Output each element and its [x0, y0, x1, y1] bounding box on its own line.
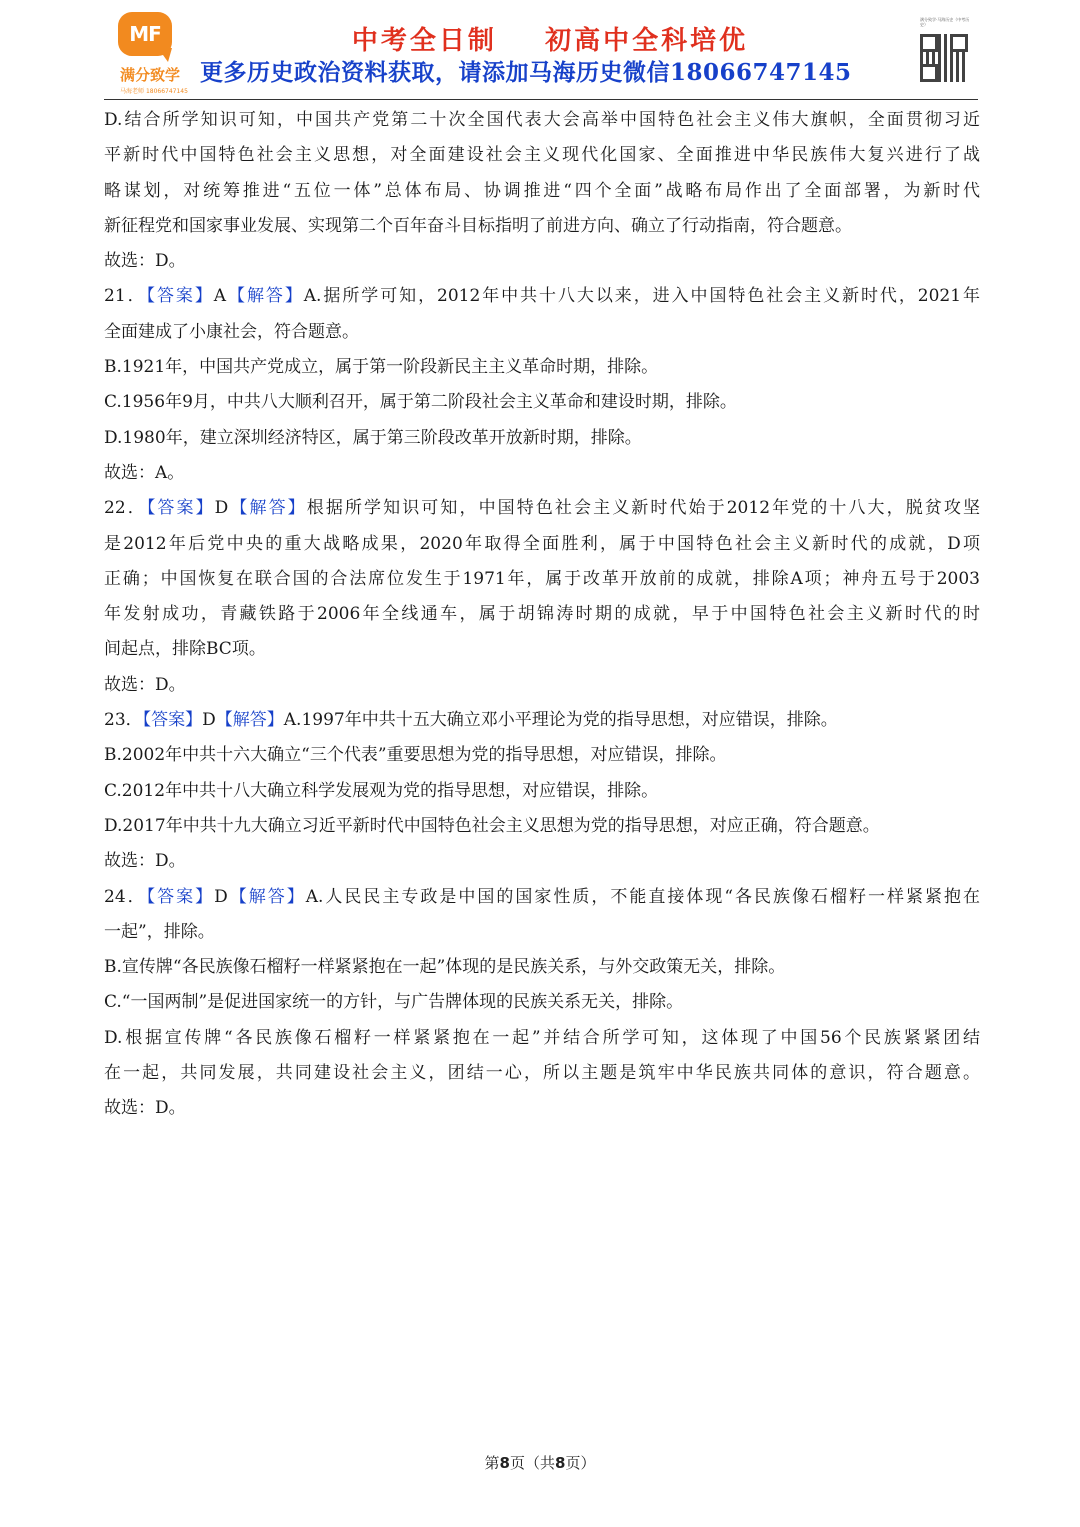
- text-line: [104, 174, 980, 209]
- answer-choice: D: [214, 886, 228, 907]
- banner-slogan: 中考全日制 初高中全科培优: [351, 26, 749, 56]
- logo-mark: MF: [118, 12, 172, 56]
- text-line: [104, 138, 980, 173]
- line-text: 全面建成了小康社会，符合题意。: [104, 321, 359, 342]
- line-text: 根据所学知识可知，中国特色社会主义新时代始于2012年党的十八大，脱贫攻坚: [306, 498, 980, 519]
- text-line: [104, 562, 980, 597]
- solution-tag: 【解答】: [215, 710, 284, 731]
- solution-tag: 【解答】: [226, 286, 304, 307]
- line-text: C.1956年9月，中共八大顺利召开，属于第二阶段社会主义革命和建设时期，排除。: [104, 392, 737, 413]
- line-text: 年发射成功，青藏铁路于2006年全线通车，属于胡锦涛时期的成就，早于中国特色社会主义新时代的时: [104, 604, 980, 625]
- logo-contact: 马海老师 18066747145: [120, 88, 188, 95]
- question-number: 24．: [104, 886, 147, 907]
- text-line: [104, 279, 980, 314]
- line-text: 故选：A。: [104, 462, 185, 483]
- page-total: 8: [555, 1454, 566, 1472]
- text-line: [104, 809, 980, 844]
- answer-tag: 【答案】: [142, 710, 203, 731]
- header-divider: [104, 99, 978, 100]
- line-text: D.根据宣传牌“各民族像石榴籽一样紧紧抱在一起”并结合所学可知，这体现了中国56个民族紧紧团结: [104, 1027, 980, 1048]
- line-text: A.据所学可知，2012年中共十八大以来，进入中国特色社会主义新时代，2021年: [303, 286, 981, 307]
- answer-tag: 【答案】: [146, 886, 215, 907]
- text-line: [104, 103, 980, 138]
- question-number: 22．: [104, 498, 147, 519]
- line-text: 一起”，排除。: [104, 921, 215, 942]
- text-line: [104, 738, 980, 773]
- line-text: D.结合所学知识可知，中国共产党第二十次全国代表大会高举中国特色社会主义伟大旗帜，全面贯彻习近: [104, 110, 980, 130]
- qr-finder: [950, 34, 968, 52]
- question-number: 23．: [104, 710, 143, 731]
- banner-contact: 更多历史政治资料获取，请添加马海历史微信18066747145: [200, 59, 852, 86]
- text-line: [104, 315, 980, 350]
- line-text: 是2012年后党中央的重大战略成果，2020年取得全面胜利，属于中国特色社会主义新时代的成就，D项: [104, 533, 980, 554]
- answer-choice: A: [213, 286, 227, 307]
- line-text: 略谋划，对统筹推进“五位一体”总体布局、协调推进“四个全面”战略布局作出了全面部署，为新时代: [104, 180, 980, 201]
- text-line: [104, 385, 980, 420]
- line-text: 故选：D。: [104, 674, 186, 695]
- text-line: [104, 491, 980, 526]
- line-text: 间起点，排除BC项。: [104, 639, 266, 660]
- text-line: [104, 703, 980, 738]
- line-text: 在一起，共同发展，共同建设社会主义，团结一心，所以主题是筑牢中华民族共同体的意识，符合题意。: [104, 1063, 980, 1084]
- text-line: [104, 1091, 980, 1126]
- line-text: 故选：D。: [104, 1098, 186, 1119]
- page-header: [0, 0, 1080, 100]
- answer-choice: D: [214, 498, 229, 519]
- text-line: [104, 844, 980, 879]
- text-line: [104, 527, 980, 562]
- answer-tag: 【答案】: [146, 498, 215, 519]
- line-text: 故选：D。: [104, 851, 186, 872]
- page-number: 8: [499, 1454, 510, 1472]
- line-text: B.2002年中共十六大确立“三个代表”重要思想为党的指导思想，对应错误，排除。: [104, 745, 727, 766]
- line-text: 新征程党和国家事业发展、实现第二个百年奋斗目标指明了前进方向、确立了行动指南，符合题意。: [104, 215, 852, 236]
- qr-finder: [920, 34, 938, 52]
- text-line: [104, 1021, 980, 1056]
- answer-tag: 【答案】: [146, 286, 214, 307]
- text-line: [104, 597, 980, 632]
- text-line: [104, 880, 980, 915]
- qr-caption: 满分致学·马海历史（中考历史）: [920, 17, 970, 27]
- solution-tag: 【解答】: [227, 886, 306, 907]
- text-line: [104, 421, 980, 456]
- brand-logo: [114, 12, 194, 98]
- footer-prefix: 第: [484, 1454, 500, 1472]
- qr-code-icon: [920, 34, 968, 82]
- line-text: D.1980年，建立深圳经济特区，属于第三阶段改革开放新时期，排除。: [104, 427, 642, 448]
- text-line: [104, 915, 980, 950]
- answer-choice: D: [202, 710, 216, 731]
- solution-tag: 【解答】: [228, 498, 307, 519]
- line-text: B.1921年，中国共产党成立，属于第一阶段新民主主义革命时期，排除。: [104, 357, 659, 378]
- line-text: D.2017年中共十九大确立习近平新时代中国特色社会主义思想为党的指导思想，对应正确，符合题意。: [104, 815, 880, 836]
- text-line: [104, 456, 980, 491]
- text-line: [104, 209, 980, 244]
- line-text: C.“一国两制”是促进国家统一的方针，与广告牌体现的民族关系无关，排除。: [104, 992, 684, 1013]
- answer-explanations: [104, 103, 980, 1127]
- text-line: [104, 244, 980, 279]
- line-text: B.宣传牌“各民族像石榴籽一样紧紧抱在一起”体现的是民族关系，与外交政策无关，排除。: [104, 957, 786, 978]
- logo-bubble-tail: [158, 48, 172, 62]
- line-text: 故选：D。: [104, 251, 186, 272]
- text-line: [104, 950, 980, 985]
- text-line: [104, 668, 980, 703]
- line-text: A.1997年中共十五大确立邓小平理论为党的指导思想，对应错误，排除。: [283, 710, 838, 731]
- text-line: [104, 1056, 980, 1091]
- text-line: [104, 985, 980, 1020]
- logo-name: 满分致学: [119, 66, 180, 84]
- text-line: [104, 350, 980, 385]
- line-text: 正确；中国恢复在联合国的合法席位发生于1971年，属于改革开放前的成就，排除A项；神舟五号于2003: [104, 568, 980, 589]
- question-number: 21．: [104, 286, 147, 307]
- qr-finder: [920, 64, 938, 82]
- line-text: 平新时代中国特色社会主义思想，对全面建设社会主义现代化国家、全面推进中华民族伟大复兴进行了战: [104, 145, 980, 166]
- text-line: [104, 774, 980, 809]
- footer-middle: 页（共: [509, 1454, 555, 1472]
- page-footer: [0, 1452, 1080, 1473]
- line-text: C.2012年中共十八大确立科学发展观为党的指导思想，对应错误，排除。: [104, 780, 659, 801]
- text-line: [104, 632, 980, 667]
- line-text: A.人民民主专政是中国的国家性质，不能直接体现“各民族像石榴籽一样紧紧抱在: [305, 886, 981, 907]
- footer-suffix: 页）: [565, 1454, 596, 1472]
